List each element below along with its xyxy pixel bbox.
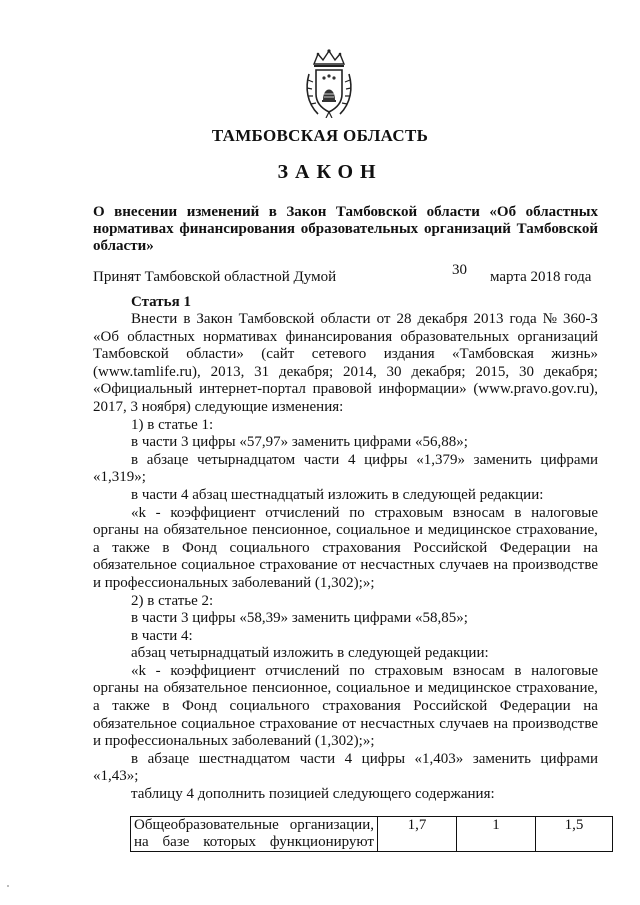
word: медицинское <box>427 522 511 539</box>
body-line <box>93 751 598 769</box>
word: нормативах <box>203 328 278 345</box>
word: производстве <box>512 715 598 732</box>
word: образовательных <box>400 328 510 345</box>
word: социальное <box>336 680 410 697</box>
word: налоговые <box>531 662 598 679</box>
word: сетевого <box>311 346 367 363</box>
word: страхование, <box>515 680 598 697</box>
word: страхования <box>322 698 401 715</box>
table-cell-value: 1,5 <box>536 817 613 852</box>
word: на <box>143 522 159 539</box>
word: обязательное <box>163 680 248 697</box>
word: отчислений <box>265 662 340 679</box>
word: 4 <box>347 451 356 468</box>
word: случаев <box>439 557 489 574</box>
body-line-words <box>93 364 598 382</box>
word: абзаце <box>146 451 189 468</box>
word: «Официальный <box>93 381 193 398</box>
word: 360-З <box>562 311 598 327</box>
table-cell-value: 1 <box>457 817 536 852</box>
word: органы <box>93 680 139 697</box>
body-line: абзац четырнадцатый изложить в следующей редакции: <box>131 645 489 662</box>
body-line-words <box>131 663 598 681</box>
word: страхование <box>259 557 338 574</box>
word: цифры <box>364 451 408 468</box>
body-line: 2017, 3 ноября) следующие изменения: <box>93 398 344 415</box>
word: страховым <box>374 504 444 521</box>
body-line-words <box>93 557 598 575</box>
word: шестнадцатом <box>198 750 291 767</box>
word: обязательное <box>93 557 177 574</box>
table-row <box>131 817 613 852</box>
body-line-words <box>93 716 598 734</box>
word: издания <box>383 346 435 363</box>
table-cell-value: 1,7 <box>378 817 457 852</box>
word: Тамбовской <box>93 346 169 363</box>
word: по <box>349 504 365 521</box>
word: цифрами <box>540 750 598 767</box>
body-line <box>93 698 598 716</box>
word: «Тамбовская <box>452 346 534 363</box>
body-line-words <box>131 751 598 769</box>
word: части <box>303 451 340 468</box>
body-line <box>93 364 598 382</box>
word: взносам <box>452 662 505 679</box>
word: финансирования <box>285 328 393 345</box>
word: областных <box>127 328 195 345</box>
subject-line: нормативах финансирования образовательных организаций Тамбовской <box>93 221 598 237</box>
word: от <box>342 715 356 732</box>
word: также <box>112 539 150 556</box>
word: 4 <box>344 750 353 767</box>
word: правовой <box>312 381 372 398</box>
body-line: «1,43»; <box>93 768 139 785</box>
body-line-words <box>93 381 598 399</box>
word: пенсионное, <box>252 680 332 697</box>
word: Федерации <box>499 698 571 715</box>
word: обязательное <box>163 522 248 539</box>
law-subject-title <box>93 204 598 255</box>
word: абзаце <box>147 750 190 767</box>
word: социального <box>229 539 310 556</box>
word: в <box>131 750 139 767</box>
word: и <box>414 680 423 697</box>
word: в <box>131 451 139 468</box>
word: на <box>583 539 598 556</box>
word: а <box>93 698 100 715</box>
tambov-coat-of-arms-emblem <box>304 48 354 118</box>
word: (www.pravo.gov.ru), <box>473 381 598 398</box>
word: социальное <box>181 557 255 574</box>
word: также <box>112 698 150 715</box>
word: 2014, <box>342 363 377 380</box>
body-line: и профессиональных заболеваний (1,302);»; <box>93 574 375 591</box>
word: страхование <box>259 715 338 732</box>
word: отчислений <box>265 504 340 521</box>
body-line: в части 3 цифры «57,97» заменить цифрами «56,88»; <box>131 434 468 451</box>
word: «1,379» <box>416 451 465 468</box>
word: 31 <box>254 363 270 380</box>
word: в <box>514 504 522 521</box>
word: декабря <box>417 311 468 327</box>
cell-line: на базе которых функционируют <box>134 834 374 850</box>
body-line <box>93 557 598 575</box>
adoption-day: 30 <box>452 262 467 278</box>
word: несчастных <box>360 557 435 574</box>
word: а <box>93 539 100 556</box>
word: «k <box>131 662 146 679</box>
word: - <box>155 504 161 521</box>
word: 30 <box>386 363 402 380</box>
word: интернет-портал <box>199 381 306 398</box>
word: года <box>509 311 537 327</box>
body-line <box>93 452 598 470</box>
body-line <box>93 522 598 540</box>
word: Российской <box>413 698 488 715</box>
word: несчастных <box>360 715 435 732</box>
word: производстве <box>512 557 598 574</box>
word: социальное <box>181 715 255 732</box>
body-line-words <box>93 522 598 540</box>
word: в <box>162 539 170 556</box>
body-line <box>93 381 598 399</box>
body-line: в части 3 цифры «58,39» заменить цифрами «58,85»; <box>131 610 468 627</box>
word: пенсионное, <box>252 522 332 539</box>
word: социального <box>229 698 310 715</box>
word: декабря; <box>411 363 466 380</box>
word: налоговые <box>531 504 598 521</box>
word: в <box>514 662 522 679</box>
body-line-words <box>93 680 598 698</box>
scan-dot <box>7 885 9 887</box>
word: Закон <box>196 311 233 327</box>
region-heading: ТАМБОВСКАЯ ОБЛАСТЬ <box>211 126 429 145</box>
word: 30 <box>518 363 534 380</box>
word: «k <box>131 504 146 521</box>
word: страхования <box>322 539 401 556</box>
word: «Об <box>93 328 119 345</box>
body-line <box>93 311 598 329</box>
body-line: в части 4 абзац шестнадцатый изложить в следующей редакции: <box>131 486 544 503</box>
word: четырнадцатом <box>197 451 296 468</box>
word: организаций <box>517 328 598 345</box>
document-type-heading: ЗАКОН <box>277 161 383 183</box>
word: страховым <box>374 662 444 679</box>
body-line: таблицу 4 дополнить позицией следующего содержания: <box>131 786 495 803</box>
word: информации» <box>378 381 467 398</box>
adoption-statement: Принят Тамбовской областной Думой <box>93 269 337 285</box>
word: на <box>583 698 598 715</box>
adoption-month-year: марта 2018 года <box>490 269 592 285</box>
word: от <box>342 557 356 574</box>
word: 2015, <box>475 363 510 380</box>
word: - <box>155 662 161 679</box>
body-line: 1) в статье 1: <box>131 416 214 433</box>
word: коэффициент <box>170 662 256 679</box>
word: области» <box>186 346 244 363</box>
body-line: в части 4: <box>131 627 193 644</box>
body-line <box>93 329 598 347</box>
word: по <box>349 662 365 679</box>
word: Тамбовской <box>238 311 315 327</box>
word: органы <box>93 522 139 539</box>
body-line <box>93 680 598 698</box>
subject-line: области» <box>93 238 154 254</box>
subject-line: О внесении изменений в Закон Тамбовской области «Об областных <box>93 204 598 220</box>
body-line <box>93 505 598 523</box>
word: области <box>320 311 371 327</box>
word: жизнь» <box>551 346 598 363</box>
word: на <box>143 680 159 697</box>
body-line-words <box>93 540 598 558</box>
word: декабря; <box>278 363 334 380</box>
word: (www.tamlife.ru), <box>93 363 201 380</box>
body-line <box>93 716 598 734</box>
body-line <box>93 663 598 681</box>
body-line: «1,319»; <box>93 469 146 486</box>
article-heading: Статья 1 <box>131 294 191 310</box>
table-4-new-row <box>130 816 613 852</box>
word: Фонд <box>181 698 217 715</box>
word: страхование, <box>515 522 598 539</box>
word: взносам <box>452 504 505 521</box>
body-line-words <box>131 452 598 470</box>
body-line-words <box>93 346 598 364</box>
word: № <box>542 311 557 327</box>
word: Федерации <box>499 539 571 556</box>
body-line <box>93 540 598 558</box>
word: в <box>162 698 170 715</box>
word: заменить <box>473 451 532 468</box>
word: коэффициент <box>170 504 256 521</box>
body-line-words <box>93 698 598 716</box>
word: на <box>493 715 509 732</box>
word: обязательное <box>93 715 177 732</box>
cell-line: Общеобразовательные организации, <box>134 817 374 833</box>
word: заменить <box>472 750 531 767</box>
word: части <box>299 750 336 767</box>
word: от <box>376 311 391 327</box>
word: Фонд <box>181 539 217 556</box>
word: «1,403» <box>414 750 464 767</box>
word: в <box>183 311 191 327</box>
body-line-words <box>93 329 598 347</box>
word: цифры <box>361 750 406 767</box>
word: (сайт <box>261 346 295 363</box>
body-line: и профессиональных заболеваний (1,302);»; <box>93 733 375 750</box>
word: и <box>414 522 423 539</box>
body-line <box>93 346 598 364</box>
word: 2013 <box>473 311 504 327</box>
body-line: 2) в статье 2: <box>131 592 214 609</box>
body-line-words <box>131 311 598 329</box>
article-body-text <box>93 311 598 804</box>
word: социальное <box>336 522 410 539</box>
word: медицинское <box>427 680 511 697</box>
body-line-words <box>131 505 598 523</box>
word: 2013, <box>210 363 245 380</box>
word: цифрами <box>540 451 598 468</box>
word: 28 <box>396 311 412 327</box>
word: декабря; <box>543 363 598 380</box>
word: Российской <box>413 539 488 556</box>
table-cell-organization-type <box>131 817 378 852</box>
word: на <box>493 557 509 574</box>
word: случаев <box>439 715 489 732</box>
word: Внести <box>131 311 178 327</box>
